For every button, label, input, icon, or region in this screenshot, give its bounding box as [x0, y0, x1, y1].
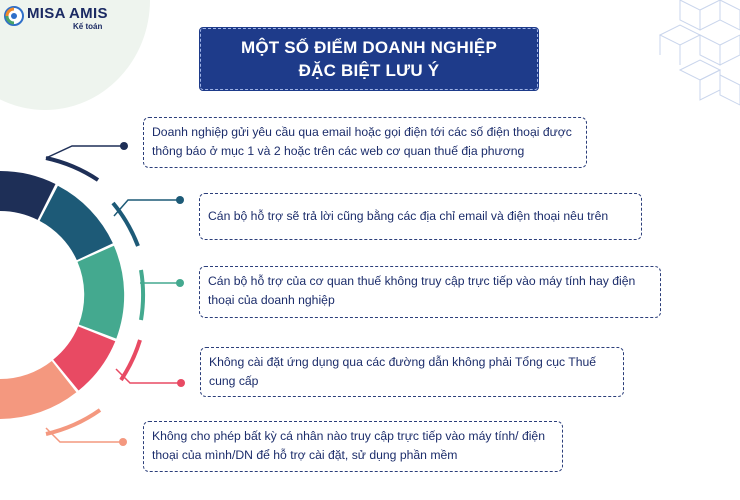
- brand-product: Kế toán: [73, 22, 103, 31]
- connector-1: [46, 146, 124, 158]
- brand-name: MISA AMIS: [27, 5, 108, 22]
- note-2: Cán bộ hỗ trợ sẽ trả lời cũng bằng các địa chỉ email và điện thoại nêu trên: [199, 193, 642, 240]
- note-3: Cán bộ hỗ trợ của cơ quan thuế không truy cập trực tiếp vào máy tính hay điện thoại của doanh nghiệp: [199, 266, 661, 318]
- note-1: Doanh nghiệp gửi yêu cầu qua email hoặc gọi điện tới các số điện thoại được thông báo ở mục 1 và 2 hoặc trên các web cơ quan thuế địa phương: [143, 117, 587, 168]
- connector-2: [114, 200, 180, 216]
- note-4: Không cài đặt ứng dụng qua các đường dẫn không phải Tổng cục Thuế cung cấp: [200, 347, 624, 397]
- ring-segment-2: [40, 186, 113, 260]
- title-line-1: MỘT SỐ ĐIỂM DOANH NGHIỆP: [240, 38, 498, 57]
- note-5: Không cho phép bất kỳ cá nhân nào truy cập trực tiếp vào máy tính/ điện thoại của mình/DN để hỗ trợ cài đặt, sử dụng phần mềm: [143, 421, 563, 472]
- title-line-2: ĐẶC BIỆT LƯU Ý: [298, 61, 440, 80]
- ring-segment-3: [78, 246, 125, 339]
